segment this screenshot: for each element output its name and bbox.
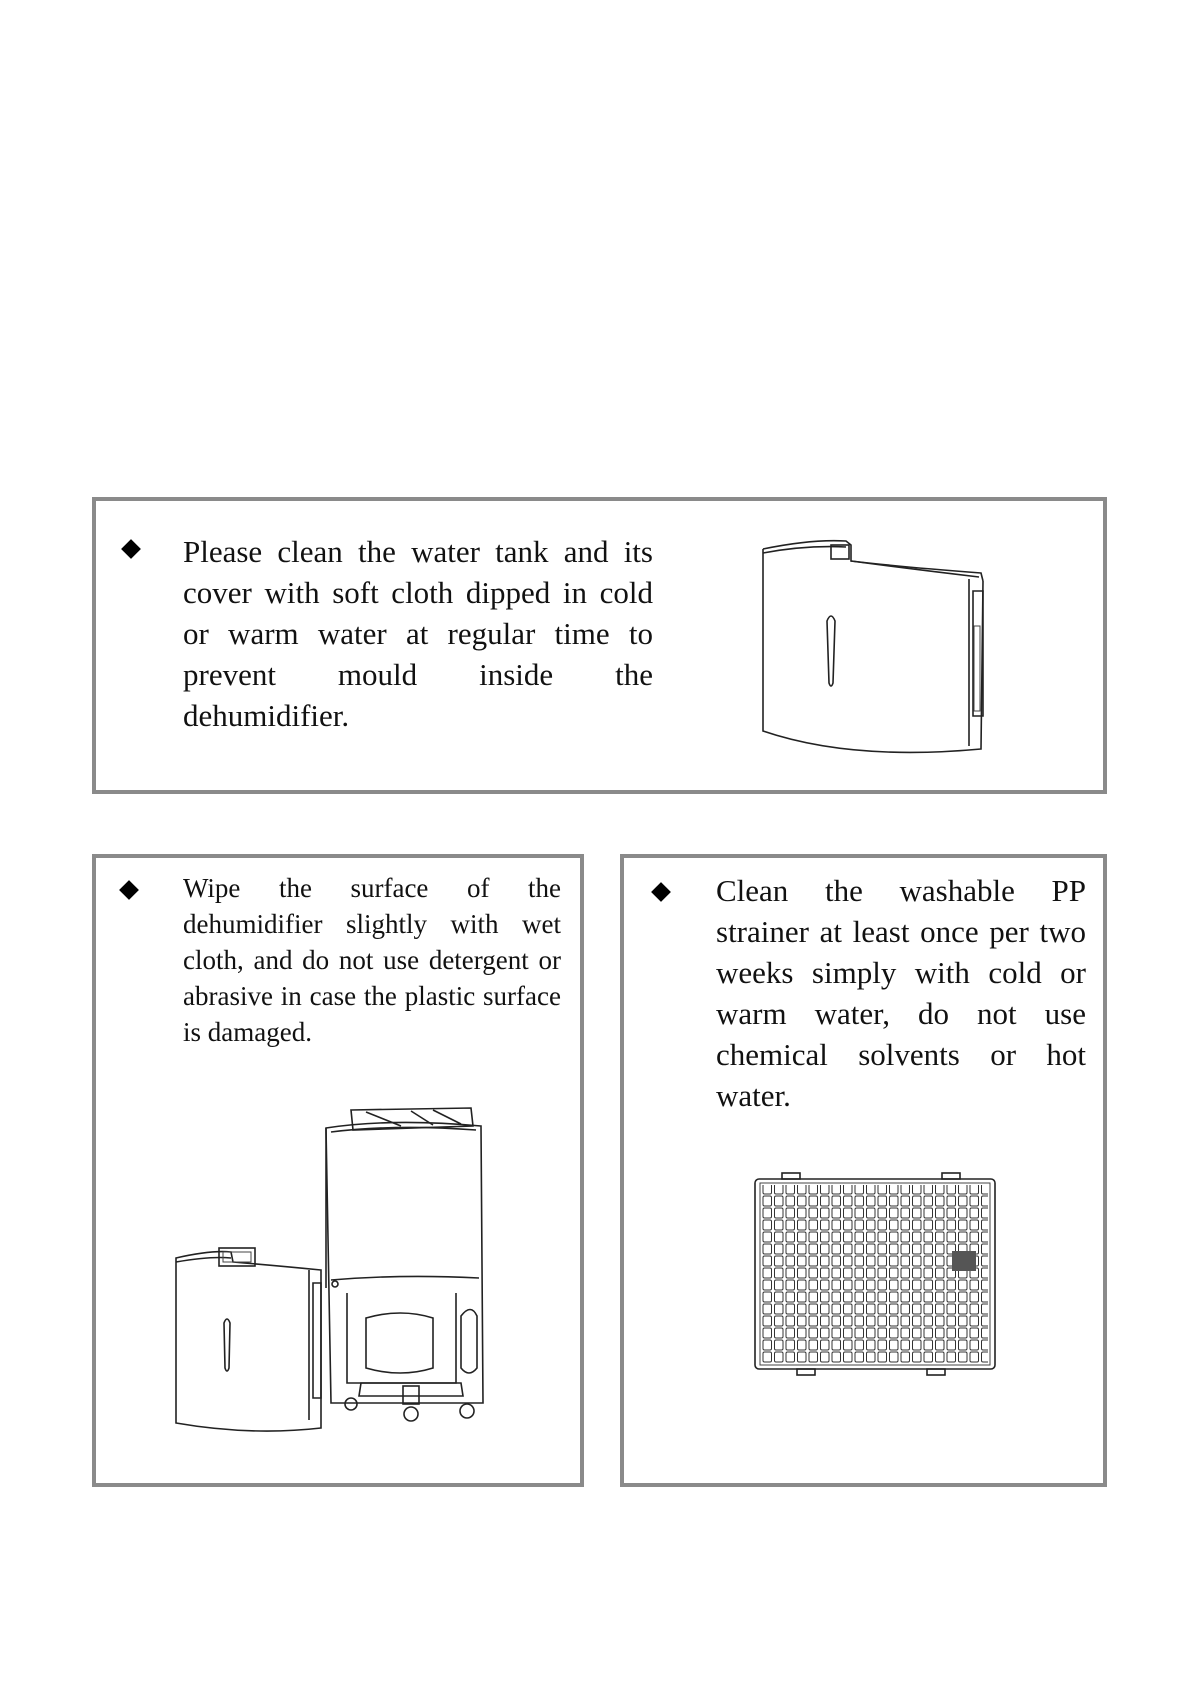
instruction-text-strainer: Clean the washable PP strainer at least once per two weeks simply with cold or warm water, do not use chemical solvents or hot water.: [716, 873, 1086, 1113]
diamond-bullet-icon: [121, 539, 141, 559]
instruction-panel-water-tank: [92, 497, 1107, 794]
instruction-panel-surface: [92, 854, 584, 1487]
instruction-text-water-tank: Please clean the water tank and its cover with soft cloth dipped in cold or warm water at regular time to prevent mould inside the dehumidifier.: [183, 534, 653, 733]
diamond-bullet-icon: [651, 882, 671, 902]
instruction-text-surface: Wipe the surface of the dehumidifier slightly with wet cloth, and do not use detergent or abrasive in case the plastic surface is damaged.: [183, 873, 561, 1047]
water-tank-illustration: [751, 531, 1011, 761]
pp-strainer-filter-illustration: [752, 1171, 1002, 1381]
diamond-bullet-icon: [119, 880, 139, 900]
dehumidifier-with-removed-tank-illustration: [171, 1098, 531, 1438]
instruction-panel-strainer: [620, 854, 1107, 1487]
